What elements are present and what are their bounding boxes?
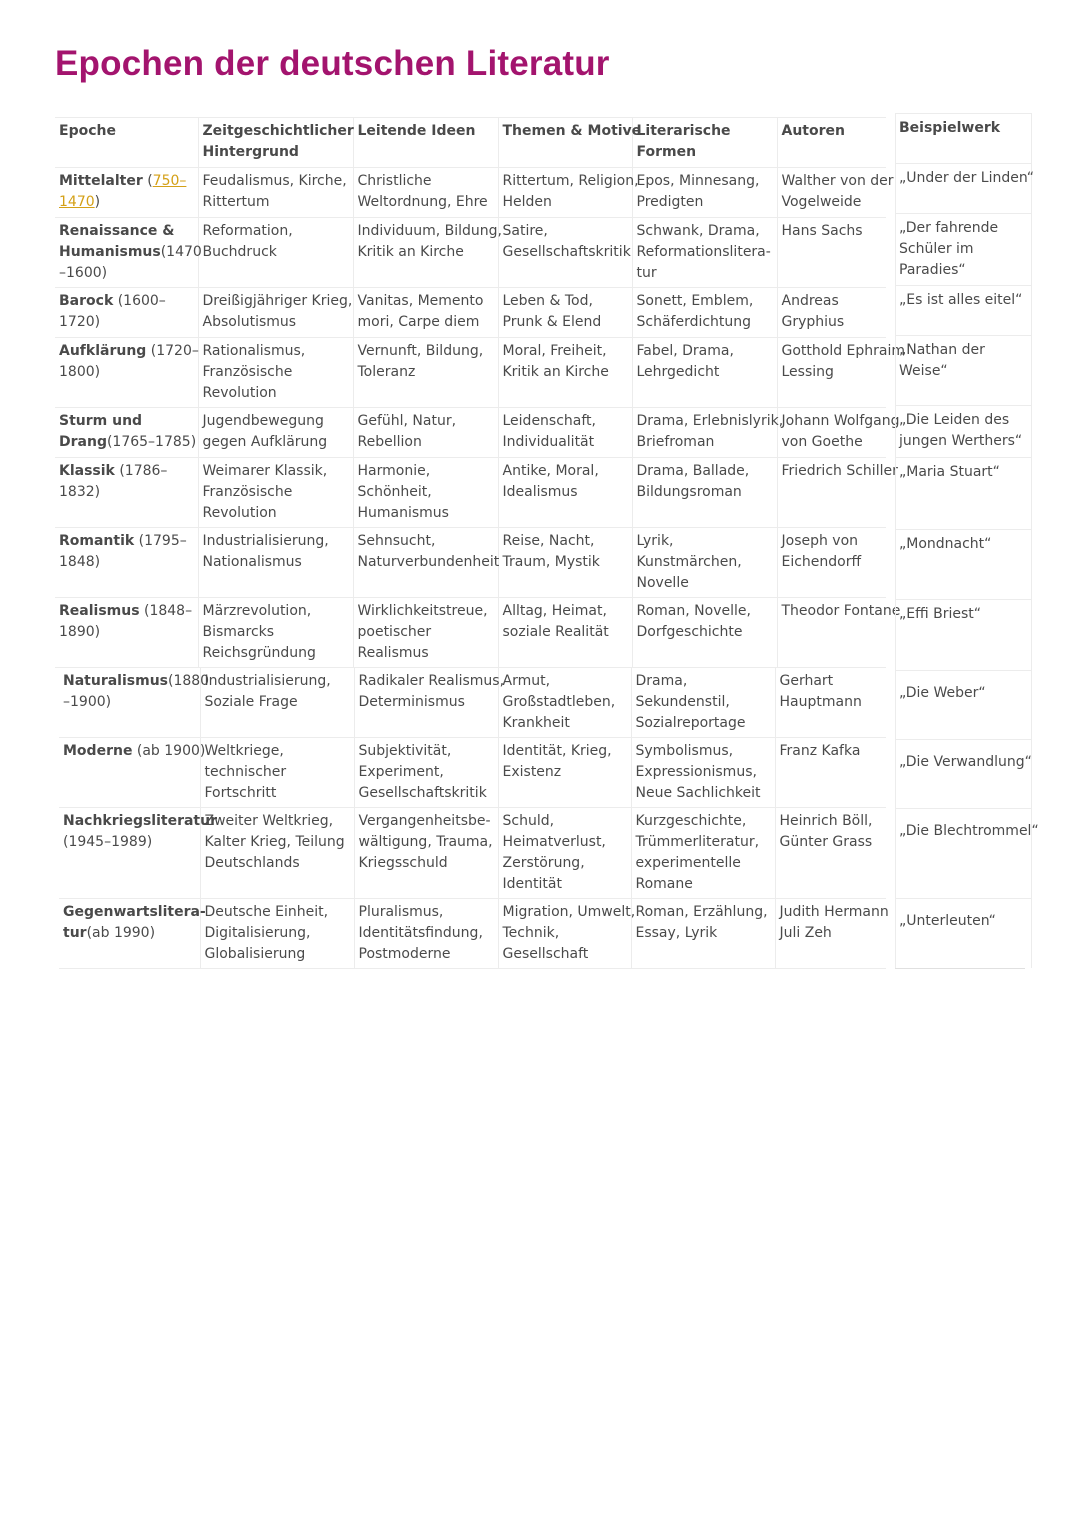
ideas-cell: Vanitas, Memento mori, Carpe diem [353, 288, 498, 338]
themes-cell: Identität, Krieg, Existenz [498, 738, 631, 808]
example-work-cell: „Die Leiden des jungen Werthers“ [895, 405, 1032, 457]
forms-cell: Drama, Erlebnislyrik, Briefroman [632, 408, 777, 458]
background-cell: Deutsche Einheit, Digitalisierung, Globalisierung [200, 899, 354, 969]
ideas-cell: Vergangenheitsbe- wältigung, Trauma, Kriegsschuld [354, 808, 498, 899]
epochs-table-part1 [55, 117, 906, 668]
forms-cell: Symbolismus, Expressionismus, Neue Sachlichkeit [631, 738, 775, 808]
forms-cell: Lyrik, Kunstmärchen, Novelle [632, 528, 777, 598]
forms-cell: Drama, Ballade, Bildungsroman [632, 458, 777, 528]
table-row [59, 808, 886, 899]
authors-cell: Heinrich Böll, Günter Grass [775, 808, 886, 899]
ideas-cell: Radikaler Realismus, Determinismus [354, 668, 498, 738]
table-header-row [55, 118, 886, 168]
example-work-cell: „Effi Briest“ [895, 599, 1032, 670]
themes-cell: Rittertum, Religion, Helden [498, 168, 632, 218]
themes-cell: Schuld, Heimatverlust, Zerstörung, Identität [498, 808, 631, 899]
forms-cell: Sonett, Emblem, Schäferdichtung [632, 288, 777, 338]
themes-cell: Antike, Moral, Idealismus [498, 458, 632, 528]
ideas-cell: Christliche Weltordnung, Ehre [353, 168, 498, 218]
background-cell: Dreißigjähriger Krieg, Absolutismus [198, 288, 353, 338]
ideas-cell: Harmonie, Schönheit, Humanismus [353, 458, 498, 528]
forms-cell: Roman, Novelle, Dorfgeschichte [632, 598, 777, 668]
epoch-cell: Renaissance & Humanismus(1470 –1600) [55, 218, 198, 288]
table-row [55, 288, 886, 338]
header-beispielwerk: Beispielwerk [895, 113, 1032, 163]
background-cell: Rationalismus, Französische Revolution [198, 338, 353, 408]
ideas-cell: Wirklichkeitstreue, poetischer Realismus [353, 598, 498, 668]
example-work-cell: „Unterleuten“ [895, 898, 1032, 968]
background-cell: Märzrevolution, Bismarcks Reichsgründung [198, 598, 353, 668]
header-ideen [353, 118, 498, 168]
epoch-cell: Gegenwartslitera- tur(ab 1990) [59, 899, 200, 969]
authors-cell: Joseph von Eichendorff [777, 528, 886, 598]
table-row [59, 668, 886, 738]
background-cell: Industrialisierung, Soziale Frage [200, 668, 354, 738]
themes-cell: Leidenschaft, Individualität [498, 408, 632, 458]
epochs-table-part2 [59, 667, 889, 969]
themes-cell: Migration, Umwelt, Technik, Gesellschaft [498, 899, 631, 969]
ideas-cell: Vernunft, Bildung, Toleranz [353, 338, 498, 408]
epoch-cell: Sturm und Drang(1765–1785) [55, 408, 198, 458]
themes-cell: Alltag, Heimat, soziale Realität [498, 598, 632, 668]
ideas-cell: Sehnsucht, Naturverbundenheit [353, 528, 498, 598]
header-hintergrund: Zeitgeschichtlicher Hintergrund [198, 118, 353, 168]
example-work-cell: „Die Weber“ [895, 670, 1032, 739]
background-cell: Feudalismus, Kirche, Rittertum [198, 168, 353, 218]
table-row [55, 218, 886, 288]
forms-cell: Roman, Erzählung, Essay, Lyrik [631, 899, 775, 969]
header-autoren [777, 118, 886, 168]
forms-cell: Epos, Minnesang, Predigten [632, 168, 777, 218]
table-row [55, 458, 886, 528]
header-themen [498, 118, 642, 168]
table-row [55, 338, 886, 408]
ideas-cell: Gefühl, Natur, Rebellion [353, 408, 498, 458]
themes-cell: Armut, Großstadtleben, Krankheit [498, 668, 631, 738]
background-cell: Jugendbewegung gegen Aufklärung [198, 408, 353, 458]
table-row [55, 408, 886, 458]
epoch-cell: Aufklärung (1720– 1800) [55, 338, 198, 408]
authors-cell: Hans Sachs [777, 218, 886, 288]
forms-cell: Schwank, Drama, Reformationslitera- tur [632, 218, 777, 288]
table-row [55, 598, 886, 668]
authors-cell: Franz Kafka [775, 738, 886, 808]
example-work-cell: „Maria Stuart“ [895, 457, 1032, 529]
authors-cell: Johann Wolfgang von Goethe [777, 408, 886, 458]
authors-cell: Theodor Fontane [777, 598, 886, 668]
table-row [59, 899, 886, 969]
year-link[interactable]: 750– [152, 173, 187, 189]
header-label: Epoche [59, 123, 116, 139]
header-label: Themen & Motive [502, 123, 642, 139]
authors-cell: Friedrich Schiller [777, 458, 886, 528]
header-epoche [55, 118, 198, 168]
background-cell: Reformation, Buchdruck [198, 218, 353, 288]
epoch-cell: Realismus (1848– 1890) [55, 598, 198, 668]
table-row [55, 168, 886, 218]
background-cell: Weimarer Klassik, Französische Revolution [198, 458, 353, 528]
epoch-cell: Nachkriegsliteratur (1945–1989) [59, 808, 200, 899]
example-work-cell: „Der fahrende Schüler im Paradies“ [895, 213, 1032, 285]
themes-cell: Moral, Freiheit, Kritik an Kirche [498, 338, 632, 408]
forms-cell: Kurzgeschichte, Trümmerliteratur, experimentelle Romane [631, 808, 775, 899]
themes-cell: Satire, Gesellschaftskritik [498, 218, 632, 288]
forms-cell: Drama, Sekundenstil, Sozialreportage [631, 668, 775, 738]
header-label: Autoren [781, 123, 845, 139]
authors-cell: Walther von der Vogelweide [777, 168, 886, 218]
epoch-cell: Moderne (ab 1900) [59, 738, 200, 808]
background-cell: Weltkriege, technischer Fortschritt [200, 738, 354, 808]
themes-cell: Reise, Nacht, Traum, Mystik [498, 528, 632, 598]
background-cell: Industrialisierung, Nationalismus [198, 528, 353, 598]
header-formen: Literarische Formen [632, 118, 777, 168]
background-cell: Zweiter Weltkrieg, Kalter Krieg, Teilung Deutschlands [200, 808, 354, 899]
authors-cell: Judith Hermann Juli Zeh [775, 899, 886, 969]
epoch-cell: Mittelalter (750– 1470) [55, 168, 198, 218]
example-work-cell: „Under der Linden“ [895, 163, 1032, 213]
example-work-cell: „Die Verwandlung“ [895, 739, 1032, 808]
ideas-cell: Pluralismus, Identitätsfindung, Postmoderne [354, 899, 498, 969]
epoch-cell: Barock (1600– 1720) [55, 288, 198, 338]
forms-cell: Fabel, Drama, Lehrgedicht [632, 338, 777, 408]
table-row [59, 738, 886, 808]
epoch-cell: Klassik (1786– 1832) [55, 458, 198, 528]
authors-cell: Gotthold Ephraim Lessing [777, 338, 886, 408]
example-work-cell: „Es ist alles eitel“ [895, 285, 1032, 335]
header-label: Leitende Ideen [357, 123, 476, 139]
year-link[interactable]: 1470 [59, 194, 95, 210]
table-row [55, 528, 886, 598]
epoch-cell: Romantik (1795– 1848) [55, 528, 198, 598]
authors-cell: Gerhart Hauptmann [775, 668, 886, 738]
example-work-cell: „Nathan der Weise“ [895, 335, 1032, 405]
authors-cell: Andreas Gryphius [777, 288, 886, 338]
example-work-cell: „Die Blechtrommel“ [895, 808, 1032, 898]
example-work-cell: „Mondnacht“ [895, 529, 1032, 599]
page-title: Epochen der deutschen Literatur [55, 44, 610, 83]
ideas-cell: Subjektivität, Experiment, Gesellschaftskritik [354, 738, 498, 808]
themes-cell: Leben & Tod, Prunk & Elend [498, 288, 632, 338]
epoch-cell: Naturalismus(1880 –1900) [59, 668, 200, 738]
ideas-cell: Individuum, Bildung, Kritik an Kirche [353, 218, 498, 288]
